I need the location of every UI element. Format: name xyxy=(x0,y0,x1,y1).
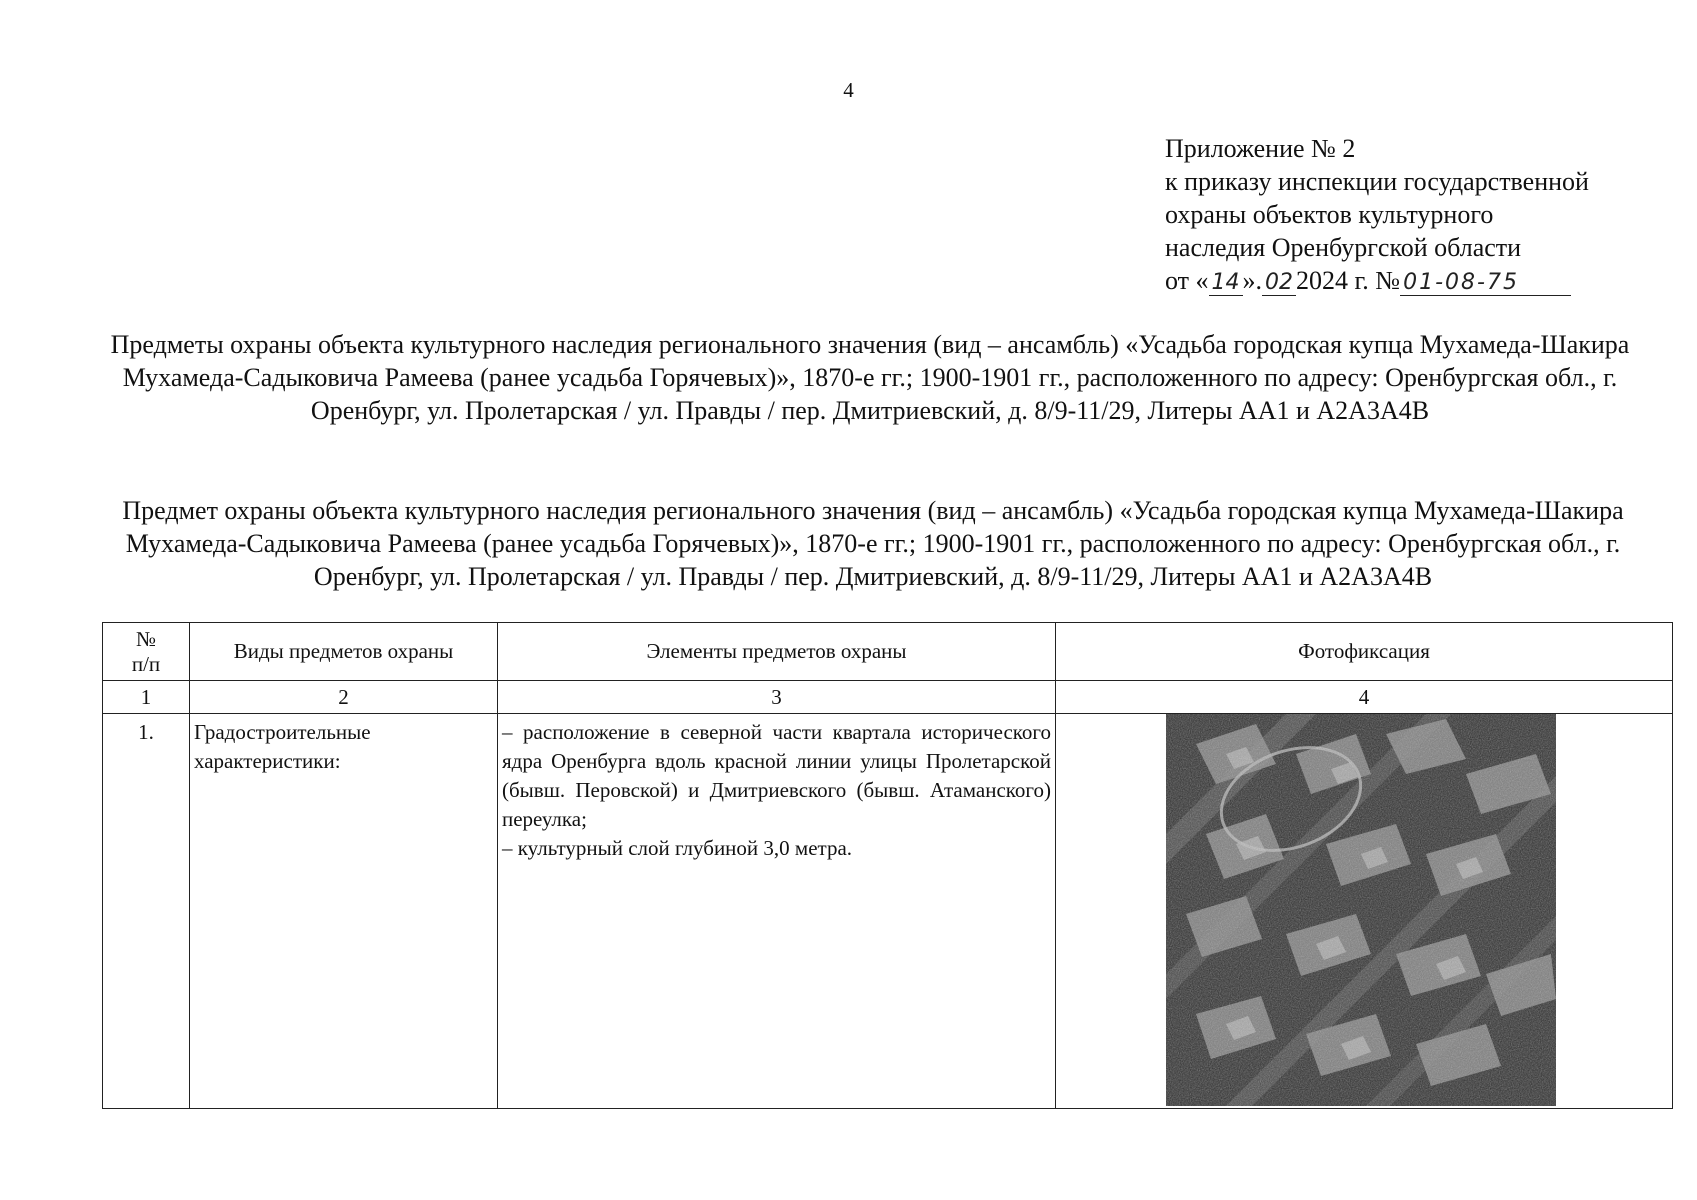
header-number-sign: № xyxy=(135,626,157,651)
table-row xyxy=(103,714,1673,1109)
appendix-block xyxy=(1165,132,1675,297)
aerial-photo xyxy=(1166,714,1556,1106)
protection-subjects-table xyxy=(102,622,1673,1109)
row-photo-cell xyxy=(1056,714,1673,1109)
order-number-handwritten: 01-08-75 xyxy=(1400,271,1571,296)
date-day-handwritten: 14 xyxy=(1209,271,1243,296)
date-mid: ». xyxy=(1242,266,1263,295)
header-number xyxy=(103,623,190,681)
page-number: 4 xyxy=(843,78,854,102)
appendix-line-2: к приказу инспекции государственной xyxy=(1165,167,1589,196)
header-number-abbr: п/п xyxy=(131,651,161,676)
row-element-cultural-layer: – культурный слой глубиной 3,0 метра. xyxy=(502,836,853,860)
header-elements: Элементы предметов охраны xyxy=(498,623,1056,681)
column-number-1: 1 xyxy=(103,681,190,714)
row-elements xyxy=(498,714,1056,1109)
appendix-title: Приложение № 2 xyxy=(1165,134,1356,163)
document-title-subject: Предмет охраны объекта культурного наследия регионального значения (вид – ансамбль) «Усадьба городская купца Мухамеда-Шакира Мухамеда-Садыковича Рамеева (ранее усадьба Горячевых)», 1870-е гг.; 1900-1901 гг., расположенного по адресу: Оренбургская обл., г. Оренбург, ул. Пролетарская / ул. Правды / пер. Дмитриевский, д. 8/9-11/29, Литеры АА1 и А2А3А4В xyxy=(122,496,1624,591)
column-number-4: 4 xyxy=(1056,681,1673,714)
date-month-handwritten: 02 xyxy=(1262,271,1296,296)
header-kind: Виды предметов охраны xyxy=(190,623,498,681)
appendix-date-line xyxy=(1165,264,1675,297)
column-number-3: 3 xyxy=(498,681,1056,714)
appendix-line-3: охраны объектов культурного xyxy=(1165,200,1494,229)
row-kind: Градостроительные характеристики: xyxy=(190,714,498,1109)
date-prefix: от « xyxy=(1165,266,1209,295)
document-title-main: Предметы охраны объекта культурного наследия регионального значения (вид – ансамбль) «Усадьба городская купца Мухамеда-Шакира Мухамеда-Садыковича Рамеева (ранее усадьба Горячевых)», 1870-е гг.; 1900-1901 гг., расположенного по адресу: Оренбургская обл., г. Оренбург, ул. Пролетарская / ул. Правды / пер. Дмитриевский, д. 8/9-11/29, Литеры АА1 и А2А3А4В xyxy=(110,330,1630,425)
row-element-location: – расположение в северной части квартала исторического ядра Оренбурга вдоль красной линии улицы Пролетарской (бывш. Перовской) и Дмитриевского (бывш. Атаманского) переулка; xyxy=(502,720,1051,831)
date-year: 2024 г. № xyxy=(1296,266,1401,295)
appendix-line-4: наследия Оренбургской области xyxy=(1165,233,1522,262)
header-photo: Фотофиксация xyxy=(1056,623,1673,681)
table-header-row xyxy=(103,623,1673,681)
column-number-2: 2 xyxy=(190,681,498,714)
row-number: 1. xyxy=(103,714,190,1109)
column-number-row xyxy=(103,681,1673,714)
